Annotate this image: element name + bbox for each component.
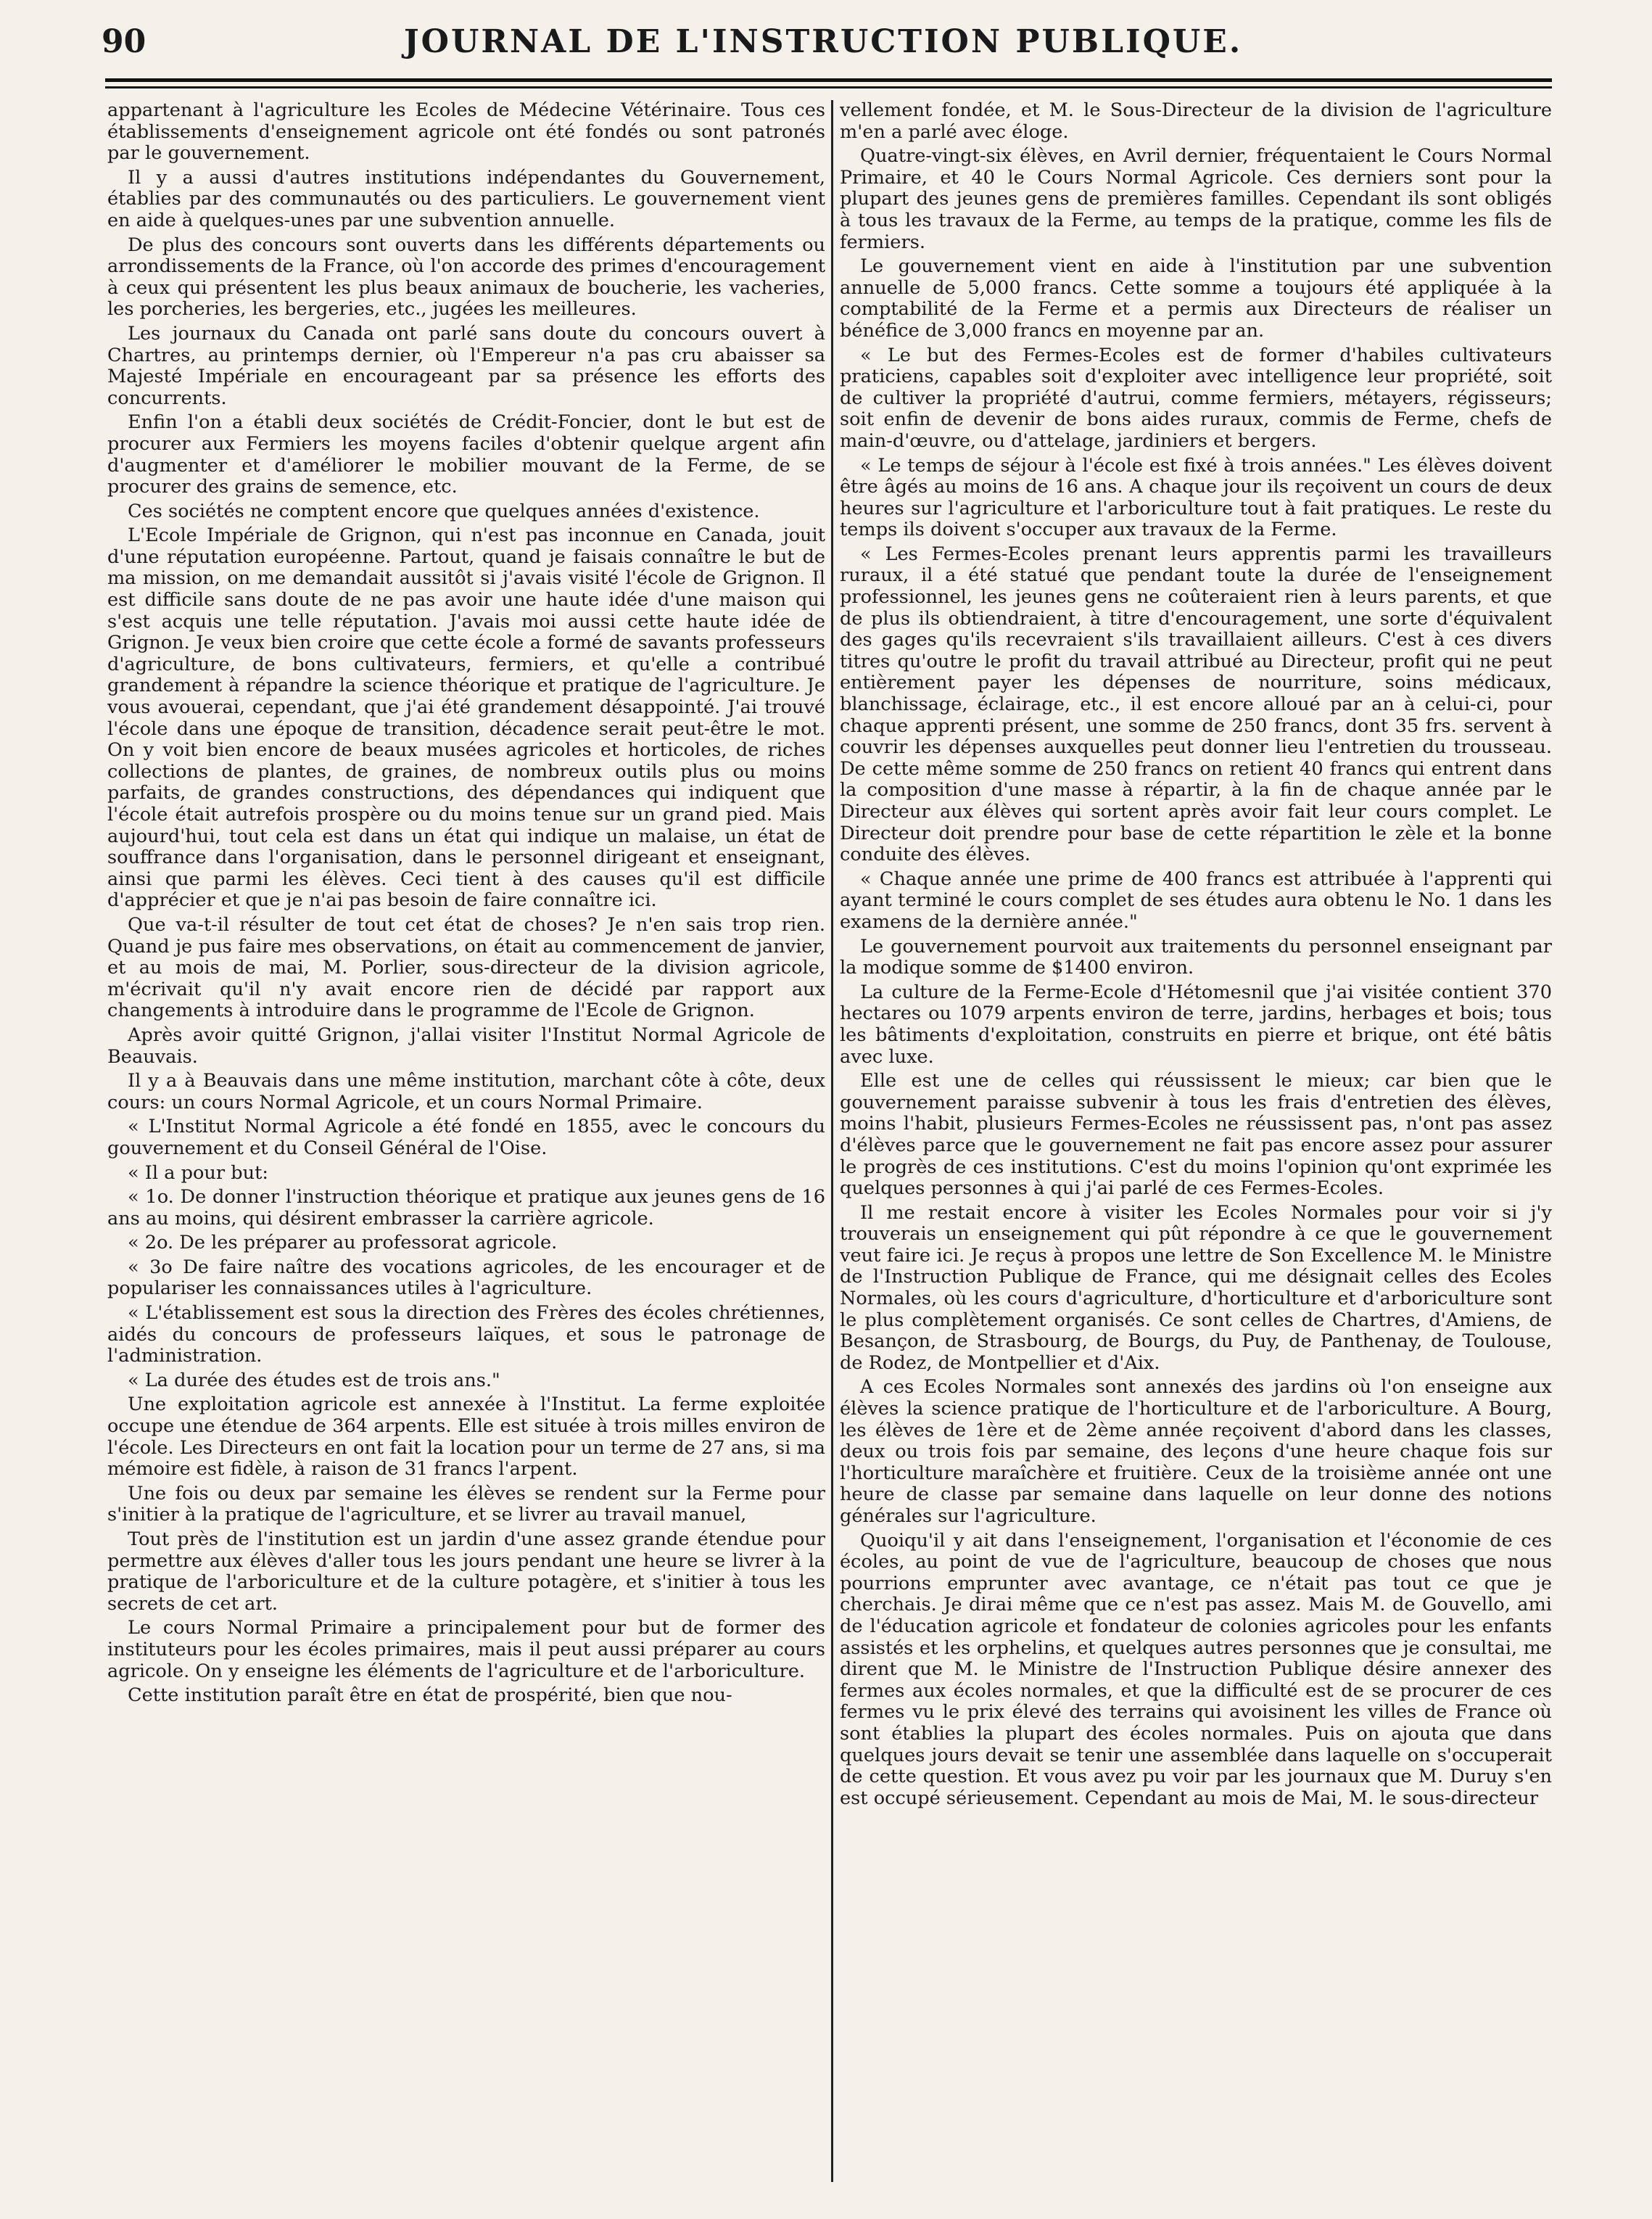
paragraph: Une exploitation agricole est annexée à l'Institut. La ferme exploitée occupe une étendue de 364 arpents. Elle est située à trois milles environ de l'école. Les Directeurs en ont fait la location pour un terme de 27 ans, si ma mémoire est fidèle, à raison de 31 francs l'arpent.	[107, 1393, 825, 1481]
header-rule-thin	[105, 86, 1552, 88]
paragraph: Après avoir quitté Grignon, j'allai visiter l'Institut Normal Agricole de Beauvais.	[107, 1024, 825, 1068]
paragraph: Quatre-vingt-six élèves, en Avril dernier, fréquentaient le Cours Normal Primaire, et 40 le Cours Normal Agricole. Ces derniers sont pour la plupart des jeunes gens de premières familles. Cependant ils sont obligés à tous les travaux de la Ferme, au temps de la pratique, comme les fils de fermiers.	[840, 145, 1552, 253]
paragraph: « Le temps de séjour à l'école est fixé à trois années." Les élèves doivent être âgés au moins de 16 ans. A chaque jour ils reçoivent un cours de deux heures sur l'agriculture et l'arboriculture tout à fait pratiques. Le reste du temps ils doivent s'occuper aux travaux de la Ferme.	[840, 454, 1552, 541]
page-number: 90	[102, 23, 146, 60]
paragraph: Enfin l'on a établi deux sociétés de Crédit-Foncier, dont le but est de procurer aux Fermiers les moyens faciles d'obtenir quelque argent afin d'augmenter et d'améliorer le mobilier mouvant de la Ferme, de se procurer des grains de semence, etc.	[107, 411, 825, 498]
paragraph: Cette institution paraît être en état de prospérité, bien que nou-	[128, 1684, 732, 1707]
paragraph: L'Ecole Impériale de Grignon, qui n'est pas inconnue en Canada, jouit d'une réputation européenne. Partout, quand je faisais connaître le but de ma mission, on me demandait aussitôt si j'avais visité l'école de Grignon. Il est difficile sans doute de ne pas avoir une haute idée d'une maison qui s'est acquis une telle réputation. J'avais moi aussi cette haute idée de Grignon. Je veux bien croire que cette école a formé de savants professeurs d'agriculture, de bons cultivateurs, fermiers, et qu'elle a contribué grandement à répandre la science théorique et pratique de l'agriculture. Je vous avouerai, cependant, que j'ai été grandement désappointé. J'ai trouvé l'école dans une époque de transition, décadence serait peut-être le mot. On y voit bien encore de beaux musées agricoles et horticoles, de riches collections de plantes, de graines, de nombreux outils plus ou moins parfaits, de grandes constructions, des dépendances qui indiquent que l'école était autrefois prospère ou du moins tenue sur un grand pied. Mais aujourd'hui, tout cela est dans un état qui indique un malaise, un état de souffrance dans l'organisation, dans le personnel dirigeant et enseignant, ainsi que parmi les élèves. Ceci tient à des causes qu'il est difficile d'apprécier et que je n'ai pas besoin de faire connaître ici.	[107, 524, 825, 912]
paragraph: La culture de la Ferme-Ecole d'Hétomesnil que j'ai visitée contient 370 hectares ou 1079 arpents environ de terre, jardins, herbages et bois; tous les bâtiments d'exploitation, construits en pierre et brique, ont été bâtis avec luxe.	[840, 981, 1552, 1068]
paragraph: A ces Ecoles Normales sont annexés des jardins où l'on enseigne aux élèves la science pratique de l'horticulture et de l'arboriculture. A Bourg, les élèves de 1ère et de 2ème année reçoivent d'abord dans les classes, deux ou trois fois par semaine, des leçons d'une heure chaque fois sur l'horticulture maraîchère et fruitière. Ceux de la troisième année ont une heure de classe par semaine dans laquelle on leur donne des notions générales sur l'agriculture.	[840, 1376, 1552, 1527]
paragraph: Il y a aussi d'autres institutions indépendantes du Gouvernement, établies par des communautés ou des particuliers. Le gouvernement vient en aide à quelques-unes par une subvention annuelle.	[107, 166, 825, 231]
paragraph: « La durée des études est de trois ans."	[128, 1369, 500, 1391]
paragraph: Quoiqu'il y ait dans l'enseignement, l'organisation et l'économie de ces écoles, au point de vue de l'agriculture, beaucoup de choses que nous pourrions emprunter avec avantage, ce n'était pas tout ce que je cherchais. Je dirai même que ce n'est pas assez. Mais M. de Gouvello, ami de l'éducation agricole et fondateur de colonies agricoles pour les enfants assistés et les orphelins, et quelques autres personnes que je consultai, me dirent que M. le Ministre de l'Instruction Publique désire annexer des fermes aux écoles normales, et que la difficulté est de se procurer de ces fermes vu le prix élevé des terrains qui avoisinent les villes de France où sont établies la plupart des écoles normales. Puis on ajouta que dans quelques jours devait se tenir une assemblée dans laquelle on s'occuperait de cette question. Et vous avez pu voir par les journaux que M. Duruy s'en est occupé sérieusement. Cependant au mois de Mai, M. le sous-directeur	[840, 1529, 1552, 1809]
paragraph: Les journaux du Canada ont parlé sans doute du concours ouvert à Chartres, au printemps dernier, où l'Empereur n'a pas cru abaisser sa Majesté Impériale en encourageant par sa présence les efforts des concurrents.	[107, 322, 825, 409]
paragraph: Tout près de l'institution est un jardin d'une assez grande étendue pour permettre aux élèves d'aller tous les jours pendant une heure se livrer à la pratique de l'arboriculture et de la culture potagère, et s'initier à tous les secrets de cet art.	[107, 1528, 825, 1615]
paragraph: « 2o. De les préparer au professorat agricole.	[128, 1232, 558, 1254]
paragraph: « L'Institut Normal Agricole a été fondé en 1855, avec le concours du gouvernement et du Conseil Général de l'Oise.	[107, 1116, 825, 1159]
right-column	[840, 100, 1552, 2171]
journal-title: JOURNAL DE L'INSTRUCTION PUBLIQUE.	[403, 23, 1243, 60]
paragraph: Une fois ou deux par semaine les élèves se rendent sur la Ferme pour s'initier à la pratique de l'agriculture, et se livrer au travail manuel,	[107, 1482, 825, 1526]
left-column	[107, 100, 825, 2171]
paragraph: « Le but des Fermes-Ecoles est de former d'habiles cultivateurs praticiens, capables soit d'exploiter avec intelligence leur propriété, soit de cultiver la propriété d'autrui, comme fermiers, métayers, régisseurs; soit enfin de devenir de bons aides ruraux, commis de Ferme, chefs de main-d'œuvre, ou d'attelage, jardiniers et bergers.	[840, 344, 1552, 452]
paragraph: appartenant à l'agriculture les Ecoles de Médecine Vétérinaire. Tous ces établissements d'enseignement agricole ont été fondés ou sont patronés par le gouvernement.	[107, 100, 825, 165]
paragraph: Le gouvernement pourvoit aux traitements du personnel enseignant par la modique somme de $1400 environ.	[840, 935, 1552, 979]
paragraph: Il y a à Beauvais dans une même institution, marchant côte à côte, deux cours: un cours Normal Agricole, et un cours Normal Primaire.	[107, 1070, 825, 1113]
paragraph: vellement fondée, et M. le Sous-Directeur de la division de l'agriculture m'en a parlé avec éloge.	[840, 100, 1552, 143]
paragraph: « Les Fermes-Ecoles prenant leurs apprentis parmi les travailleurs ruraux, il a été statué que pendant toute la durée de l'enseignement professionnel, les jeunes gens ne coûteraient rien à leurs parents, et que de plus ils obtiendraient, à titre d'encouragement, une sorte d'équivalent des gages qu'ils recevraient s'ils travaillaient ailleurs. C'est à ces divers titres qu'outre le profit du travail attribué au Directeur, profit qui ne peut entièrement payer les dépenses de nourriture, soins médicaux, blanchissage, éclairage, etc., il est encore alloué par an à celui-ci, pour chaque apprenti présent, une somme de 250 francs, dont 35 frs. servent à couvrir les dépenses auxquelles peut donner lieu l'entretien du trousseau. De cette même somme de 250 francs on retient 40 francs qui entrent dans la composition d'une masse à répartir, à la fin de chaque année par le Directeur aux élèves qui sortent après avoir fait leur cours complet. Le Directeur doit prendre pour base de cette répartition le zèle et la bonne conduite des élèves.	[840, 543, 1552, 866]
paragraph: Il me restait encore à visiter les Ecoles Normales pour voir si j'y trouverais un enseignement qui pût répondre à ce que le gouvernement veut faire ici. Je reçus à propos une lettre de Son Excellence M. le Ministre de l'Instruction Publique de France, qui me désignait celles des Ecoles Normales, où les cours d'agriculture, d'horticulture et d'arboriculture sont le plus complètement organisés. Ce sont celles de Chartres, d'Amiens, de Besançon, de Strasbourg, de Bourgs, du Puy, de Panthenay, de Toulouse, de Rodez, de Montpellier et d'Aix.	[840, 1201, 1552, 1374]
paragraph: Ces sociétés ne comptent encore que quelques années d'existence.	[128, 500, 760, 522]
paragraph: Le cours Normal Primaire a principalement pour but de former des instituteurs pour les écoles primaires, mais il peut aussi préparer au cours agricole. On y enseigne les éléments de l'agriculture et de l'arboriculture.	[107, 1617, 825, 1682]
paragraph: « 3o De faire naître des vocations agricoles, de les encourager et de populariser les connaissances utiles à l'agriculture.	[107, 1256, 825, 1300]
paragraph: « Chaque année une prime de 400 francs est attribuée à l'apprenti qui ayant terminé le cours complet de ses études aura obtenu le No. 1 dans les examens de la dernière année."	[840, 868, 1552, 933]
paragraph: « 1o. De donner l'instruction théorique et pratique aux jeunes gens de 16 ans au moins, qui désirent embrasser la carrière agricole.	[107, 1186, 825, 1230]
page-header	[94, 15, 1552, 65]
paragraph: « Il a pour but:	[128, 1161, 269, 1184]
paragraph: « L'établissement est sous la direction des Frères des écoles chrétiennes, aidés du concours de professeurs laïques, et sous le patronage de l'administration.	[107, 1302, 825, 1367]
column-divider	[831, 100, 833, 2182]
paragraph: De plus des concours sont ouverts dans les différents départements ou arrondissements de la France, où l'on accorde des primes d'encouragement à ceux qui présentent les plus beaux animaux de boucherie, les vacheries, les porcheries, les bergeries, etc., jugées les meilleures.	[107, 234, 825, 321]
header-rule-thick	[105, 78, 1552, 82]
paragraph: Que va-t-il résulter de tout cet état de choses? Je n'en sais trop rien. Quand je pus faire mes observations, on était au commencement de janvier, et au mois de mai, M. Porlier, sous-directeur de la division agricole, m'écrivait qu'il n'y avait encore rien de décidé par rapport aux changements à introduire dans le programme de l'Ecole de Grignon.	[107, 913, 825, 1022]
paragraph: Le gouvernement vient en aide à l'institution par une subvention annuelle de 5,000 francs. Cette somme a toujours été appliquée à la comptabilité de la Ferme et a permis aux Directeurs de réaliser un bénéfice de 3,000 francs en moyenne par an.	[840, 255, 1552, 342]
paragraph: Elle est une de celles qui réussissent le mieux; car bien que le gouvernement paraisse subvenir à tous les frais d'entretien des élèves, moins l'habit, plusieurs Fermes-Ecoles ne réussissent pas, n'ont pas assez d'élèves parce que le gouvernement ne fait pas encore assez pour assurer le progrès de ces institutions. C'est du moins l'opinion qu'ont exprimée les quelques personnes à qui j'ai parlé de ces Fermes-Ecoles.	[840, 1070, 1552, 1200]
